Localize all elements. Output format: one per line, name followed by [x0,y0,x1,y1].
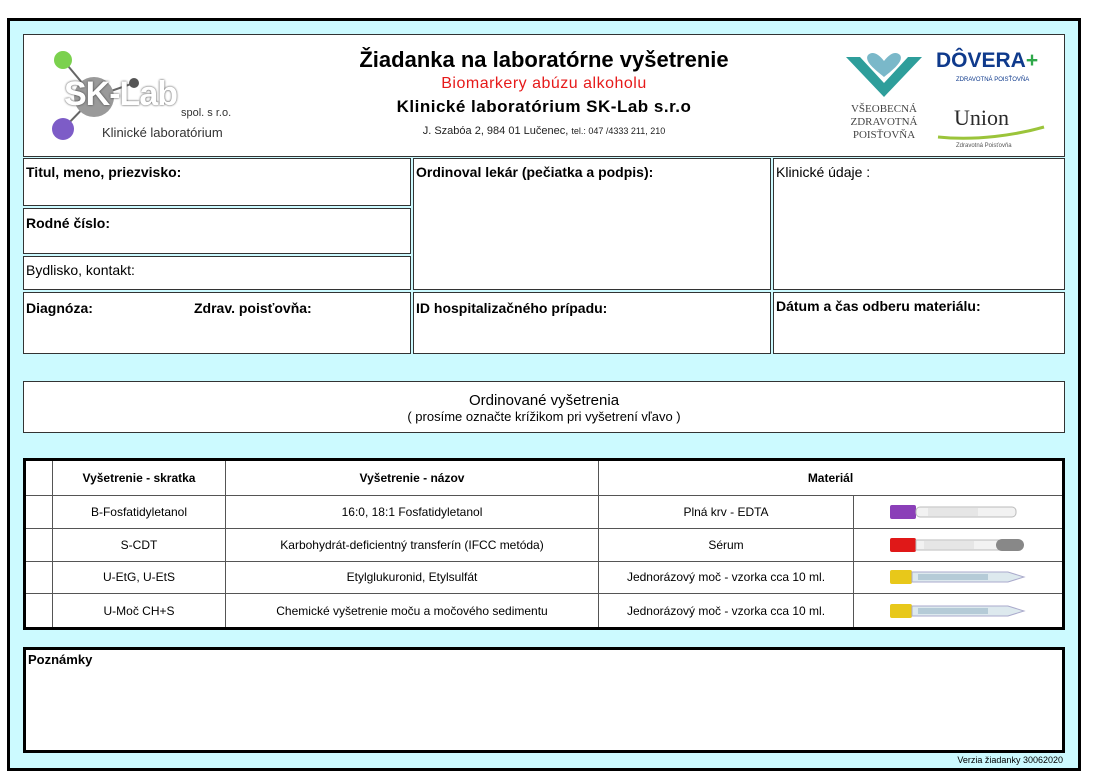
field-hospital-id-label: ID hospitalizačného prípadu: [416,300,608,316]
row-checkbox[interactable] [25,496,53,529]
dovera-plus-icon: + [1025,49,1039,72]
notes-label: Poznámky [28,652,93,667]
field-name[interactable] [23,158,411,206]
header-name: Vyšetrenie - názov [226,460,599,496]
lab-phone: tel.: 047 /4333 211, 210 [571,126,666,136]
union-swoosh-icon [936,125,1046,141]
row-tube [854,528,1064,561]
field-clinical-label: Klinické údaje : [776,164,871,180]
dovera-sub: ZDRAVOTNÁ POISŤOVŇA [956,77,1030,83]
row-name: Etylglukuronid, Etylsulfát [226,561,599,594]
ordered-note: ( prosíme označte krížikom pri vyšetrení vľavo ) [407,409,681,424]
vszp-line-2: ZDRAVOTNÁ [850,116,918,128]
field-name-label: Titul, meno, priezvisko: [26,164,182,180]
row-tube [854,594,1064,629]
row-abbr: U-Moč CH+S [53,594,226,629]
checkbox-header [25,460,53,496]
row-checkbox[interactable] [25,594,53,629]
row-tube [854,561,1064,594]
logo-sub: Klinické laboratórium [102,125,223,140]
field-hospital-id[interactable] [413,292,771,354]
notes-box[interactable] [23,647,1065,753]
ordered-banner [23,381,1065,433]
dovera-logo: DÔVERA [936,49,1026,72]
field-address[interactable] [23,256,411,290]
field-birth-number-label: Rodné číslo: [26,215,111,231]
row-abbr: B-Fosfatidyletanol [53,496,226,529]
field-address-label: Bydlisko, kontakt: [26,262,135,278]
lab-name: Klinické laboratórium SK-Lab s.r.o [396,97,692,116]
table-header-row [25,460,1064,496]
row-material: Jednorázový moč - vzorka cca 10 ml. [599,561,854,594]
vszp-line-1: VŠEOBECNÁ [850,103,917,115]
header-abbr: Vyšetrenie - skratka [53,460,226,496]
table-row [25,528,1064,561]
row-name: Chemické vyšetrenie moču a močového sedimentu [226,594,599,629]
edta-tube-icon [888,504,1028,520]
table-row [25,594,1064,629]
row-material: Sérum [599,528,854,561]
vszp-logo-icon [844,51,924,99]
ordered-title: Ordinované vyšetrenia [468,392,620,409]
union-logo: Union [954,105,1009,130]
urine-tube-icon [888,603,1028,619]
header-box [23,34,1065,157]
table-row [25,561,1064,594]
table-row [25,496,1064,529]
union-sub: Zdravotná Poisťovňa [956,143,1012,149]
serum-tube-icon [888,537,1028,553]
field-datetime-label: Dátum a čas odberu materiálu: [776,298,981,314]
version-label: Verzia žiadanky 30062020 [957,755,1063,765]
logo-main: SK-Lab [64,75,177,113]
logo-suffix: spol. s r.o. [181,107,232,119]
urine-tube-icon [888,569,1028,585]
row-checkbox[interactable] [25,528,53,561]
field-insurance-label: Zdrav. poisťovňa: [194,300,312,316]
field-doctor[interactable] [413,158,771,290]
row-material: Jednorázový moč - vzorka cca 10 ml. [599,594,854,629]
form-title: Žiadanka na laboratórne vyšetrenie [359,47,729,72]
field-diagnosis-label: Diagnóza: [26,300,93,316]
lab-address: J. Szabóa 2, 984 01 Lučenec, [422,125,569,137]
field-doctor-label: Ordinoval lekár (pečiatka a podpis): [416,164,654,180]
field-diagnosis[interactable] [23,292,411,354]
vszp-line-3: POISŤOVŇA [852,129,916,141]
form-subtitle: Biomarkery abúzu alkoholu [441,75,647,92]
row-checkbox[interactable] [25,561,53,594]
row-name: 16:0, 18:1 Fosfatidyletanol [226,496,599,529]
field-datetime[interactable] [773,292,1065,354]
exams-table [23,458,1065,630]
row-name: Karbohydrát-deficientný transferín (IFCC metóda) [226,528,599,561]
field-clinical[interactable] [773,158,1065,290]
row-abbr: S-CDT [53,528,226,561]
header-material: Materiál [599,460,1064,496]
row-abbr: U-EtG, U-EtS [53,561,226,594]
row-tube [854,496,1064,529]
field-birth-number[interactable] [23,208,411,254]
row-material: Plná krv - EDTA [599,496,854,529]
